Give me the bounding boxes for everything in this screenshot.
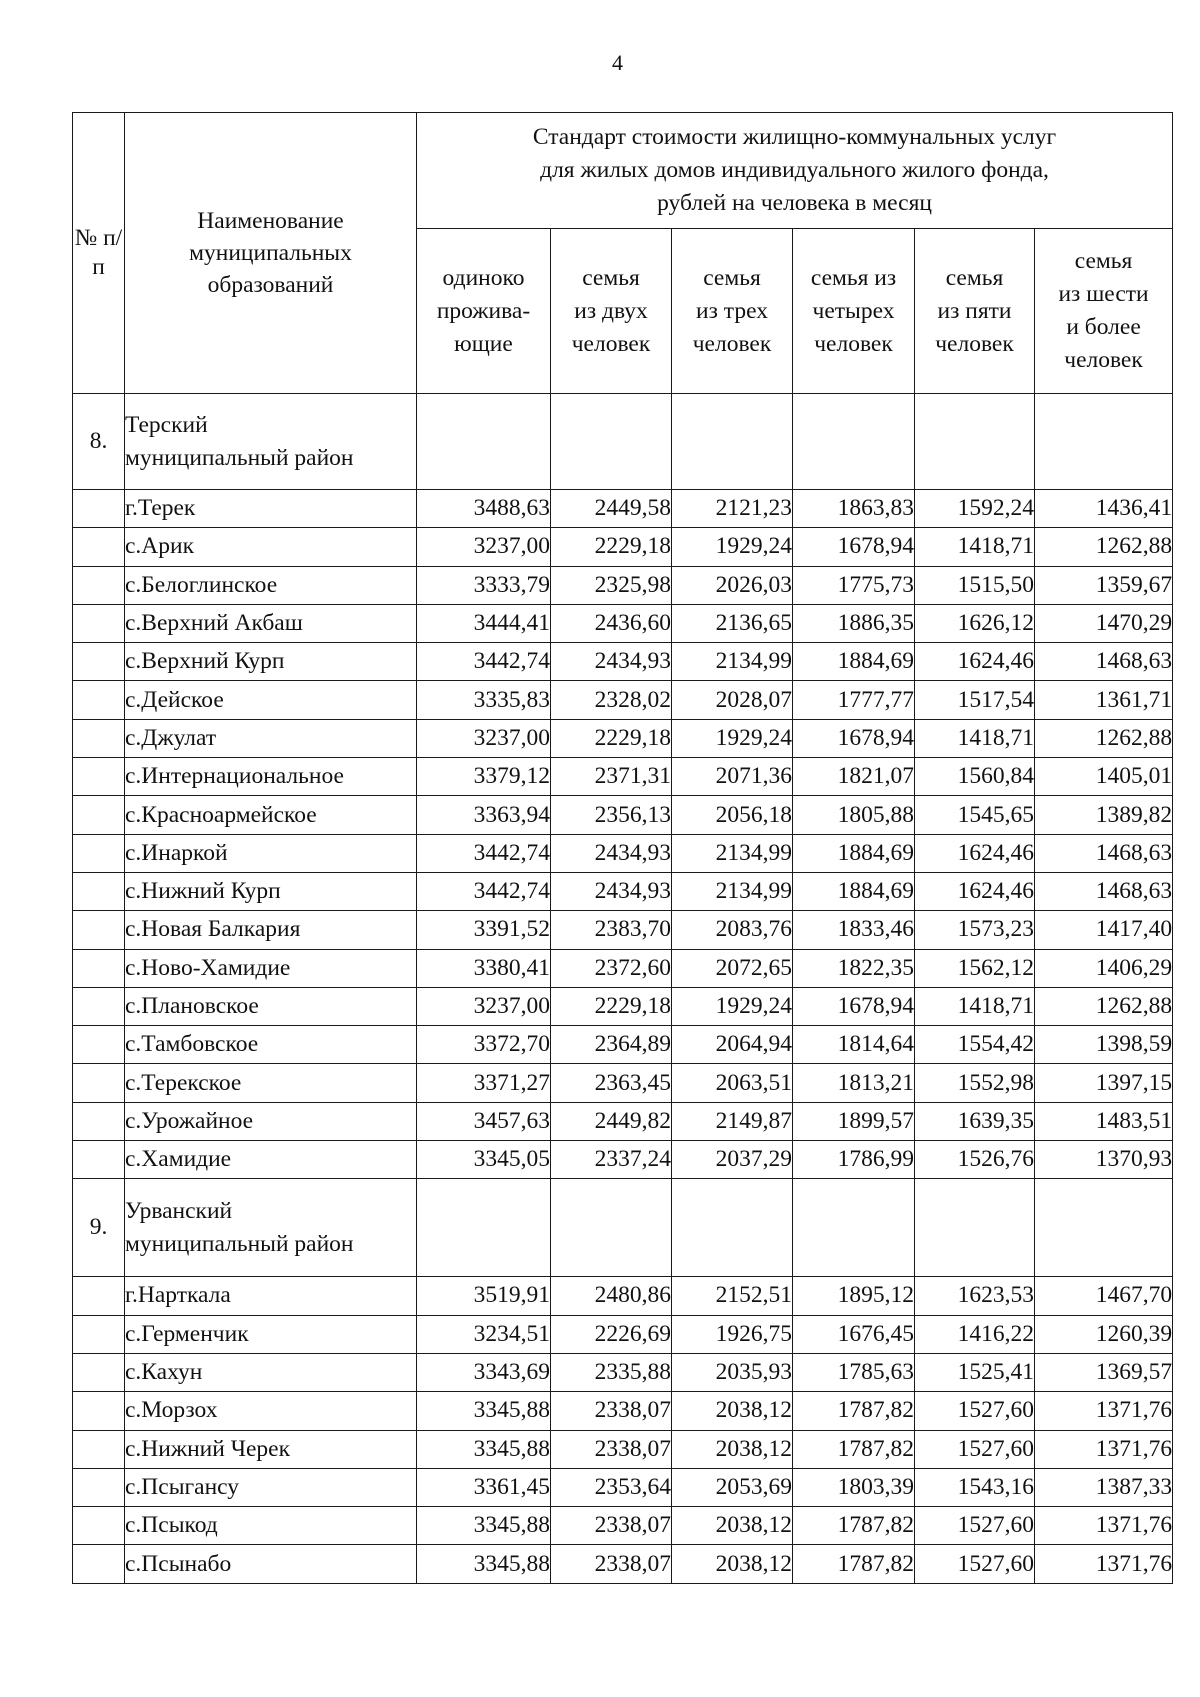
empty-number-cell [73,643,125,681]
table-header [73,113,1173,394]
district-name-line: Терский [125,411,208,438]
table-row [73,1141,1173,1179]
header-line: человек [1064,347,1143,373]
cost-value: 3372,70 [417,1026,551,1064]
page-number: 4 [612,50,623,75]
cost-value: 3371,27 [417,1064,551,1102]
table-row [73,796,1173,834]
cost-value: 1929,24 [672,719,793,757]
settlement-name: г.Нарткала [125,1277,417,1315]
cost-value: 1515,50 [915,566,1035,604]
settlement-name: с.Нижний Черек [125,1430,417,1468]
cost-value: 2083,76 [672,911,793,949]
empty-number-cell [73,758,125,796]
cost-value: 3345,88 [417,1545,551,1583]
column-header-family-4 [793,229,915,394]
cost-value: 2338,07 [551,1507,672,1545]
cost-value: 2363,45 [551,1064,672,1102]
cost-value: 1592,24 [915,490,1035,528]
empty-cell [417,394,551,490]
cost-value: 1417,40 [1035,911,1173,949]
cost-value: 1436,41 [1035,490,1173,528]
cost-value: 2226,69 [551,1315,672,1353]
cost-value: 2134,99 [672,872,793,910]
table-row [73,1507,1173,1545]
settlement-name: с.Инаркой [125,834,417,872]
cost-value: 1406,29 [1035,949,1173,987]
cost-value: 1369,57 [1035,1353,1173,1391]
cost-value: 3345,05 [417,1141,551,1179]
cost-value: 3457,63 [417,1102,551,1140]
settlement-name: с.Кахун [125,1353,417,1391]
cost-value: 1785,63 [793,1353,915,1391]
cost-value: 1624,46 [915,834,1035,872]
table-row [73,643,1173,681]
cost-value: 1552,98 [915,1064,1035,1102]
settlement-name: с.Тамбовское [125,1026,417,1064]
cost-value: 2436,60 [551,604,672,642]
district-name-line: муниципальный район [125,1230,354,1257]
cost-value: 2056,18 [672,796,793,834]
cost-value: 2038,12 [672,1507,793,1545]
cost-value: 2434,93 [551,834,672,872]
cost-value: 3488,63 [417,490,551,528]
header-line: человек [571,330,651,357]
empty-number-cell [73,834,125,872]
cost-value: 1676,45 [793,1315,915,1353]
empty-cell [672,394,793,490]
cost-value: 2353,64 [551,1468,672,1506]
cost-value: 1527,60 [915,1430,1035,1468]
cost-value: 1389,82 [1035,796,1173,834]
cost-value: 1929,24 [672,987,793,1025]
table-row [73,1545,1173,1583]
header-line: из трех [696,297,768,324]
settlement-name: с.Ново-Хамидие [125,949,417,987]
cost-value: 1805,88 [793,796,915,834]
empty-number-cell [73,1064,125,1102]
cost-value: 2229,18 [551,987,672,1025]
cost-value: 1468,63 [1035,643,1173,681]
cost-value: 1398,59 [1035,1026,1173,1064]
cost-value: 1543,16 [915,1468,1035,1506]
cost-value: 2449,82 [551,1102,672,1140]
settlement-name: с.Верхний Курп [125,643,417,681]
empty-cell [672,1179,793,1277]
cost-value: 1467,70 [1035,1277,1173,1315]
cost-value: 1260,39 [1035,1315,1173,1353]
empty-number-cell [73,911,125,949]
cost-value: 1371,76 [1035,1392,1173,1430]
column-header-single [417,229,551,394]
settlement-name: с.Новая Балкария [125,911,417,949]
table-row [73,1315,1173,1353]
empty-number-cell [73,872,125,910]
cost-value: 3379,12 [417,758,551,796]
tariff-table [72,112,1173,1584]
cost-value: 2053,69 [672,1468,793,1506]
table-row [73,758,1173,796]
column-header-family-5 [915,229,1035,394]
header-line: семья из [810,264,897,291]
settlement-name: с.Псыгансу [125,1468,417,1506]
table-row [73,528,1173,566]
name-column-header: Наименование муниципальных образований [125,113,417,394]
empty-number-cell [73,681,125,719]
cost-value: 1526,76 [915,1141,1035,1179]
empty-number-cell [73,566,125,604]
table-row [73,1353,1173,1391]
settlement-name: г.Терек [125,490,417,528]
district-number: 9. [73,1179,125,1277]
cost-value: 2338,07 [551,1545,672,1583]
cost-value: 1833,46 [793,911,915,949]
cost-value: 1262,88 [1035,987,1173,1025]
cost-value: 1560,84 [915,758,1035,796]
table-row [73,911,1173,949]
table-row [73,872,1173,910]
cost-value: 2337,24 [551,1141,672,1179]
empty-cell [793,394,915,490]
column-header-family-2 [551,229,672,394]
empty-number-cell [73,1545,125,1583]
header-line: четырех [812,297,895,324]
cost-value: 2480,86 [551,1277,672,1315]
settlement-name: с.Хамидие [125,1141,417,1179]
cost-value: 1418,71 [915,528,1035,566]
cost-value: 1884,69 [793,872,915,910]
cost-value: 1926,75 [672,1315,793,1353]
table-body [73,394,1173,1584]
cost-value: 1262,88 [1035,528,1173,566]
empty-cell [915,1179,1035,1277]
cost-value: 1899,57 [793,1102,915,1140]
cost-value: 1525,41 [915,1353,1035,1391]
cost-value: 3442,74 [417,834,551,872]
cost-value: 1822,35 [793,949,915,987]
cost-value: 2229,18 [551,719,672,757]
district-name [125,1179,417,1277]
cost-value: 1821,07 [793,758,915,796]
header-line: человек [935,330,1014,357]
cost-value: 1624,46 [915,872,1035,910]
cost-value: 2134,99 [672,643,793,681]
settlement-name: с.Терекское [125,1064,417,1102]
cost-value: 1545,65 [915,796,1035,834]
cost-value: 3361,45 [417,1468,551,1506]
cost-value: 1639,35 [915,1102,1035,1140]
header-line: семья [582,264,640,291]
table-row [73,1468,1173,1506]
cost-value: 3519,91 [417,1277,551,1315]
header-line: и более [1066,314,1141,340]
cost-value: 3333,79 [417,566,551,604]
cost-value: 1370,93 [1035,1141,1173,1179]
empty-cell [417,1179,551,1277]
cost-value: 2121,23 [672,490,793,528]
cost-value: 1777,77 [793,681,915,719]
cost-value: 1527,60 [915,1545,1035,1583]
cost-value: 1387,33 [1035,1468,1173,1506]
cost-value: 1886,35 [793,604,915,642]
cost-value: 2063,51 [672,1064,793,1102]
cost-value: 1416,22 [915,1315,1035,1353]
district-name-line: муниципальный район [125,444,354,471]
cost-value: 1678,94 [793,987,915,1025]
empty-cell [551,394,672,490]
settlement-name: с.Морзох [125,1392,417,1430]
cost-value: 3234,51 [417,1315,551,1353]
cost-value: 1517,54 [915,681,1035,719]
cost-value: 1527,60 [915,1507,1035,1545]
empty-cell [915,394,1035,490]
cost-value: 2335,88 [551,1353,672,1391]
table-row [73,1277,1173,1315]
cost-value: 2026,03 [672,566,793,604]
cost-value: 1418,71 [915,987,1035,1025]
cost-value: 1626,12 [915,604,1035,642]
empty-number-cell [73,1315,125,1353]
table-row [73,1102,1173,1140]
empty-number-cell [73,1430,125,1468]
cost-value: 3343,69 [417,1353,551,1391]
cost-value: 3442,74 [417,872,551,910]
empty-number-cell [73,719,125,757]
empty-number-cell [73,949,125,987]
settlement-name: с.Псыкод [125,1507,417,1545]
cost-value: 2038,12 [672,1392,793,1430]
settlement-name: с.Красноармейское [125,796,417,834]
table-row [73,1430,1173,1468]
settlement-name: с.Интернациональное [125,758,417,796]
cost-value: 3335,83 [417,681,551,719]
cost-value: 3237,00 [417,987,551,1025]
cost-value: 2136,65 [672,604,793,642]
cost-value: 3345,88 [417,1430,551,1468]
empty-number-cell [73,1468,125,1506]
cost-value: 3380,41 [417,949,551,987]
settlement-name: с.Урожайное [125,1102,417,1140]
empty-cell [793,1179,915,1277]
cost-value: 2152,51 [672,1277,793,1315]
cost-value: 2338,07 [551,1392,672,1430]
table-row [73,1064,1173,1102]
cost-value: 3237,00 [417,719,551,757]
cost-value: 1573,23 [915,911,1035,949]
cost-value: 2371,31 [551,758,672,796]
cost-value: 1405,01 [1035,758,1173,796]
standard-header [417,113,1173,229]
table-row [73,1392,1173,1430]
header-line: одиноко [442,264,525,291]
cost-value: 2325,98 [551,566,672,604]
empty-number-cell [73,490,125,528]
empty-number-cell [73,1141,125,1179]
cost-value: 2134,99 [672,834,793,872]
empty-number-cell [73,604,125,642]
settlement-name: с.Арик [125,528,417,566]
cost-value: 1884,69 [793,834,915,872]
standard-header-line: для жилых домов индивидуального жилого фонда, [540,157,1049,183]
cost-value: 1371,76 [1035,1507,1173,1545]
empty-number-cell [73,1392,125,1430]
table-row [73,719,1173,757]
cost-value: 1418,71 [915,719,1035,757]
cost-value: 1562,12 [915,949,1035,987]
cost-value: 2035,93 [672,1353,793,1391]
cost-value: 1468,63 [1035,834,1173,872]
cost-value: 2037,29 [672,1141,793,1179]
cost-value: 2149,87 [672,1102,793,1140]
cost-value: 1527,60 [915,1392,1035,1430]
cost-value: 2064,94 [672,1026,793,1064]
table-row [73,681,1173,719]
settlement-name: с.Нижний Курп [125,872,417,910]
cost-value: 1803,39 [793,1468,915,1506]
settlement-name: с.Псынабо [125,1545,417,1583]
empty-cell [1035,394,1173,490]
cost-value: 2038,12 [672,1545,793,1583]
empty-number-cell [73,1102,125,1140]
settlement-name: с.Джулат [125,719,417,757]
cost-value: 1787,82 [793,1507,915,1545]
cost-value: 1483,51 [1035,1102,1173,1140]
cost-value: 1397,15 [1035,1064,1173,1102]
cost-value: 2449,58 [551,490,672,528]
cost-value: 2434,93 [551,872,672,910]
table-row [73,1026,1173,1064]
empty-number-cell [73,987,125,1025]
settlement-name: с.Верхний Акбаш [125,604,417,642]
settlement-name: с.Герменчик [125,1315,417,1353]
cost-value: 2071,36 [672,758,793,796]
header-line: человек [814,330,893,357]
cost-value: 3345,88 [417,1392,551,1430]
cost-value: 1371,76 [1035,1430,1173,1468]
cost-value: 1468,63 [1035,872,1173,910]
settlement-name: с.Дейское [125,681,417,719]
empty-number-cell [73,1353,125,1391]
table-row [73,566,1173,604]
header-line: ющие [454,330,513,357]
empty-cell [1035,1179,1173,1277]
cost-value: 1787,82 [793,1430,915,1468]
standard-header-line: Стандарт стоимости жилищно-коммунальных услуг [532,124,1057,150]
cost-value: 2372,60 [551,949,672,987]
empty-number-cell [73,1026,125,1064]
cost-value: 2038,12 [672,1430,793,1468]
table-row [73,834,1173,872]
cost-value: 1863,83 [793,490,915,528]
cost-value: 1929,24 [672,528,793,566]
cost-value: 1371,76 [1035,1545,1173,1583]
header-line: семья [1074,248,1133,274]
cost-value: 2338,07 [551,1430,672,1468]
cost-value: 1623,53 [915,1277,1035,1315]
cost-value: 3391,52 [417,911,551,949]
table-row [73,949,1173,987]
cost-value: 2328,02 [551,681,672,719]
header-line: прожива- [436,297,531,324]
cost-value: 2072,65 [672,949,793,987]
cost-value: 1787,82 [793,1545,915,1583]
empty-number-cell [73,1507,125,1545]
cost-value: 3363,94 [417,796,551,834]
cost-value: 1775,73 [793,566,915,604]
column-header-family-3 [672,229,793,394]
table-row [73,604,1173,642]
settlement-name: с.Белоглинское [125,566,417,604]
cost-value: 1678,94 [793,528,915,566]
cost-value: 1813,21 [793,1064,915,1102]
cost-value: 1786,99 [793,1141,915,1179]
cost-value: 1624,46 [915,643,1035,681]
empty-number-cell [73,796,125,834]
header-line: из двух [574,297,648,324]
table-row [73,490,1173,528]
cost-value: 3345,88 [417,1507,551,1545]
cost-value: 3444,41 [417,604,551,642]
cost-value: 2364,89 [551,1026,672,1064]
cost-value: 2028,07 [672,681,793,719]
cost-value: 2383,70 [551,911,672,949]
empty-number-cell [73,528,125,566]
header-line: человек [692,330,772,357]
table-row [73,987,1173,1025]
cost-value: 2229,18 [551,528,672,566]
cost-value: 1678,94 [793,719,915,757]
standard-header-line: рублей на человека в месяц [657,190,932,216]
cost-value: 1262,88 [1035,719,1173,757]
cost-value: 1361,71 [1035,681,1173,719]
column-header-family-6-plus [1035,229,1173,394]
cost-value: 1554,42 [915,1026,1035,1064]
cost-value: 2434,93 [551,643,672,681]
district-row [73,394,1173,490]
cost-value: 3237,00 [417,528,551,566]
header-line: из шести [1058,281,1149,307]
empty-cell [551,1179,672,1277]
cost-value: 1814,64 [793,1026,915,1064]
cost-value: 1359,67 [1035,566,1173,604]
settlement-name: с.Плановское [125,987,417,1025]
header-line: семья [703,264,761,291]
district-name-line: Урванский [125,1197,233,1224]
header-line: из пяти [937,297,1012,324]
cost-value: 1895,12 [793,1277,915,1315]
district-number: 8. [73,394,125,490]
cost-value: 3442,74 [417,643,551,681]
number-column-header: № п/п [73,113,125,394]
cost-value: 2356,13 [551,796,672,834]
district-row [73,1179,1173,1277]
cost-value: 1884,69 [793,643,915,681]
header-line: семья [945,264,1004,291]
district-name [125,394,417,490]
cost-value: 1787,82 [793,1392,915,1430]
empty-number-cell [73,1277,125,1315]
cost-value: 1470,29 [1035,604,1173,642]
